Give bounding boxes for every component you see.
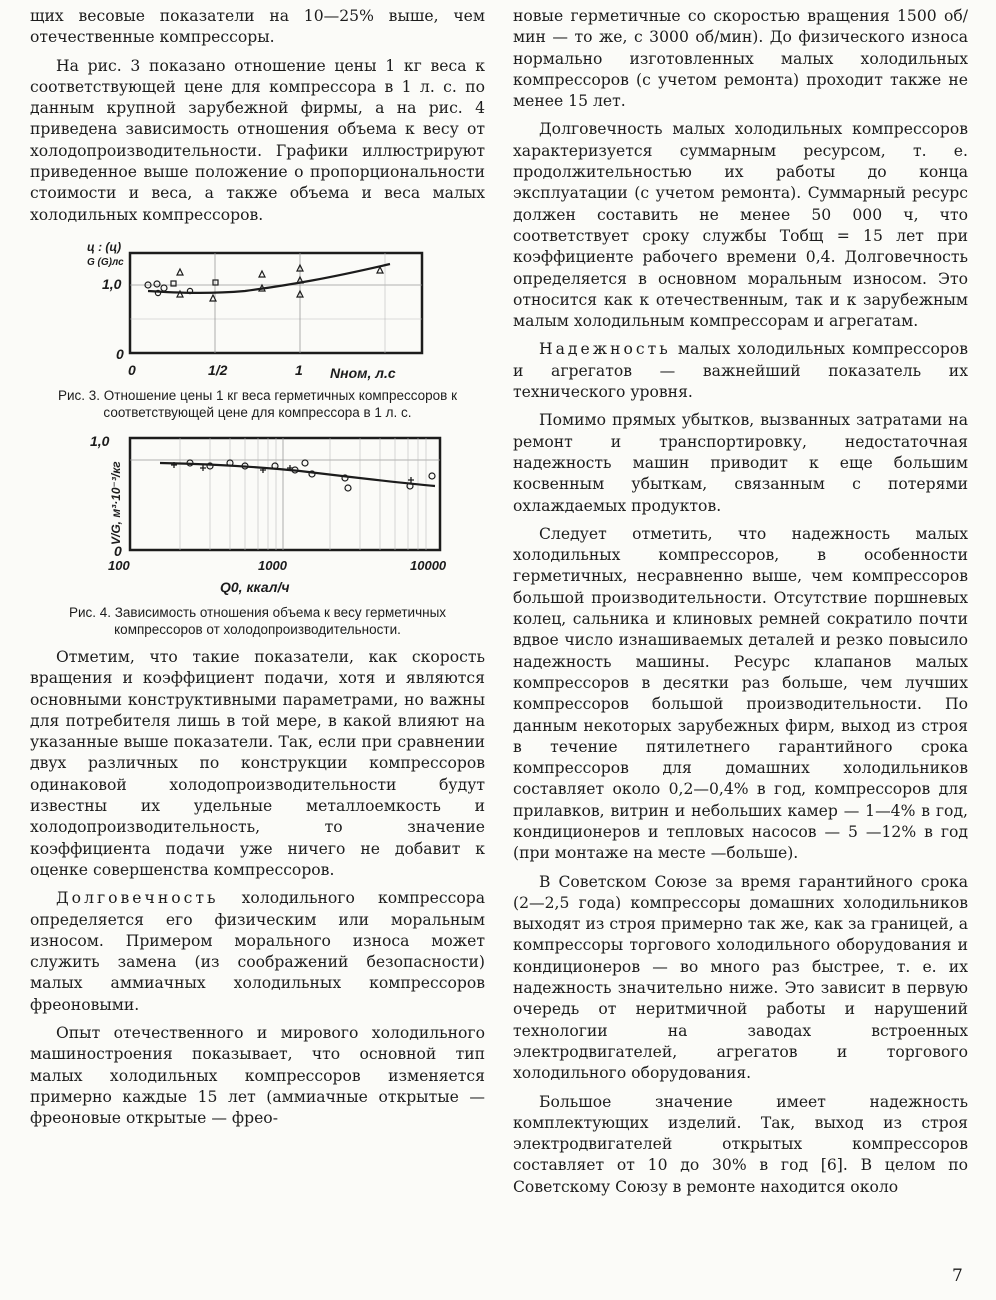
paragraph: новые герметичные со скоростью вращения 1500 об/мин — то же, с 3000 об/мин). До физического износа нормально изготовленных малых холодильных компрессоров (с учетом ремонта) проходит также не менее 15 лет. xyxy=(513,7,968,111)
paragraph: Долговечность малых холодильных компрессоров характеризуется суммарным ресурсом, т. е. продолжительностью их работы до конца эксплуатации (с учетом ремонта). Суммарный ресурс должен составить не менее 50 000 ч, что соответствует сроку службы Тобщ = 15 лет при коэффициенте рабочего времени 0,4. Долговечность определяется в основном моральным износом. Это относится как к отечественным, так и к зарубежным малым холодильным компрессорам и агрегатам. xyxy=(513,120,968,331)
paragraph: Большое значение имеет надежность комплектующих изделий. Так, выход из строя электродвигателей открытых компрессоров составляет от 10 до 30% в год [6]. В целом по Советскому Союзу в ремонте находится около xyxy=(513,1092,968,1196)
x-tick-label: 1 xyxy=(295,361,303,378)
page-number: 7 xyxy=(952,1266,963,1286)
term-emphasis: Долговечность xyxy=(56,889,219,908)
right-column xyxy=(513,6,968,1205)
paragraph: Опыт отечественного и мирового холодильного машиностроения показывает, что основной тип малых холодильных компрессоров изменяется примерно каждые 15 лет (аммиачные открытые — фреоновые открытые — фрео- xyxy=(30,1024,485,1128)
y-axis-label: ц : (ц) xyxy=(87,239,122,254)
paragraph: Помимо прямых убытков, вызванных затратами на ремонт и транспортировку, недостаточная надежность машин приводит к еще большим косвенным убыткам, связанным с потерями охлаждаемых продуктов. xyxy=(513,411,968,515)
figure-3-caption: Рис. 3. Отношение цены 1 кг веса герметичных компрессоров к соответствующей цене для компрессора в 1 л. с. xyxy=(57,387,457,421)
paragraph: Отметим, что такие показатели, как скорость вращения и коэффициент подачи, хотя и являются основными конструктивными параметрами, но важны для потребителя лишь в той мере, в какой влияют на указанные выше показатели. Так, если при сравнении двух различных по конструкции компрессоров одинаковой холодопроизводительности будут известны их удельные металлоемкость и холодопроизводительность, то значение коэффициента подачи уже ничего не добавит к оценке совершенства компрессоров. xyxy=(30,647,485,879)
x-axis-label: Q0, ккал/ч xyxy=(220,578,290,595)
y-tick-label: 0 xyxy=(114,542,122,559)
term-emphasis: Надежность xyxy=(539,340,671,359)
y-axis-label-2: G (G)лс xyxy=(87,256,124,268)
figure-4-chart xyxy=(30,430,485,600)
figure-4-caption: Рис. 4. Зависимость отношения объема к весу герметичных компрессоров от холодопроизводительности. xyxy=(68,604,447,638)
y-axis-label: V/G, м³·10⁻³/кг xyxy=(109,461,123,545)
plot-frame xyxy=(130,253,422,353)
x-tick-label: 10000 xyxy=(410,557,447,573)
left-column xyxy=(30,6,485,1137)
paragraph: В Советском Союзе за время гарантийного срока (2—2,5 года) компрессоры домашних холодильников выходят из строя примерно так же, как за границей, а компрессоры торгового холодильного оборудования и кондиционеров — во много раз быстрее, т. е. их надежность значительно ниже. Это зависит в первую очередь от неритмичной работы и нарушений технологии на заводах встроенных электродвигателей, агрегатов и торгового холодильного оборудования. xyxy=(513,872,968,1083)
y-tick-label: 1,0 xyxy=(102,275,122,292)
plot-frame xyxy=(130,438,440,550)
x-tick-label: 1000 xyxy=(258,557,287,573)
paragraph: Следует отметить, что надежность малых холодильных компрессоров, в особенности герметичных, несравненно выше, чем компрессоров большой производительности. Отсутствие поршневых колец, сальника и клиновых ремней сократило почти вдвое число изнашиваемых деталей и резко повысило надежность машины. Ресурс клапанов малых компрессоров в десятки раз больше, чем лучших компрессоров большой производительности. По данным некоторых зарубежных фирм, выход из строя в течение пятилетнего гарантийного срока компрессоров для домашних холодильников составляет около 0,2—0,4% в год, компрессоров для прилавков, витрин и небольших камер — 1—4% в год, кондиционеров и тепловых насосов — 5 —12% в год (при монтаже на месте —больше). xyxy=(513,524,968,863)
figure-3 xyxy=(30,233,485,422)
x-tick-label: 100 xyxy=(108,557,130,573)
data-markers xyxy=(145,265,383,301)
x-axis-label: Nном, л.с xyxy=(330,364,396,381)
y-tick-label: 1,0 xyxy=(90,432,110,449)
trend-curve xyxy=(148,264,390,293)
paragraph-text: холодильного компрессора определяется его физическим или моральным износом. Примером морального износа может служить замена (из соображений безопасности) малых аммиачных холодильных компрессоров фреоновыми. xyxy=(30,889,485,1014)
y-tick-label: 0 xyxy=(116,345,124,362)
x-tick-label: 1/2 xyxy=(208,361,228,378)
paragraph: На рис. 3 показано отношение цены 1 кг веса к соответствующей цене для компрессора в 1 л. с. по данным крупной зарубежной фирмы, а на рис. 4 приведена зависимость отношения объема к весу от холодопроизводительности. Графики иллюстрируют приведенное выше положение о пропорциональности стоимости и веса, а также объема и веса малых холодильных компрессоров. xyxy=(30,56,485,224)
figure-3-chart xyxy=(30,233,485,383)
paragraph: щих весовые показатели на 10—25% выше, чем отечественные компрессоры. xyxy=(30,7,485,47)
x-tick-label: 0 xyxy=(128,361,136,378)
trend-curve xyxy=(160,463,435,486)
log-gridlines xyxy=(180,438,426,550)
figure-4 xyxy=(30,430,485,639)
paragraph-text: малых холодильных компрессоров и агрегатов — важнейший показатель их технического уровня. xyxy=(513,340,968,402)
